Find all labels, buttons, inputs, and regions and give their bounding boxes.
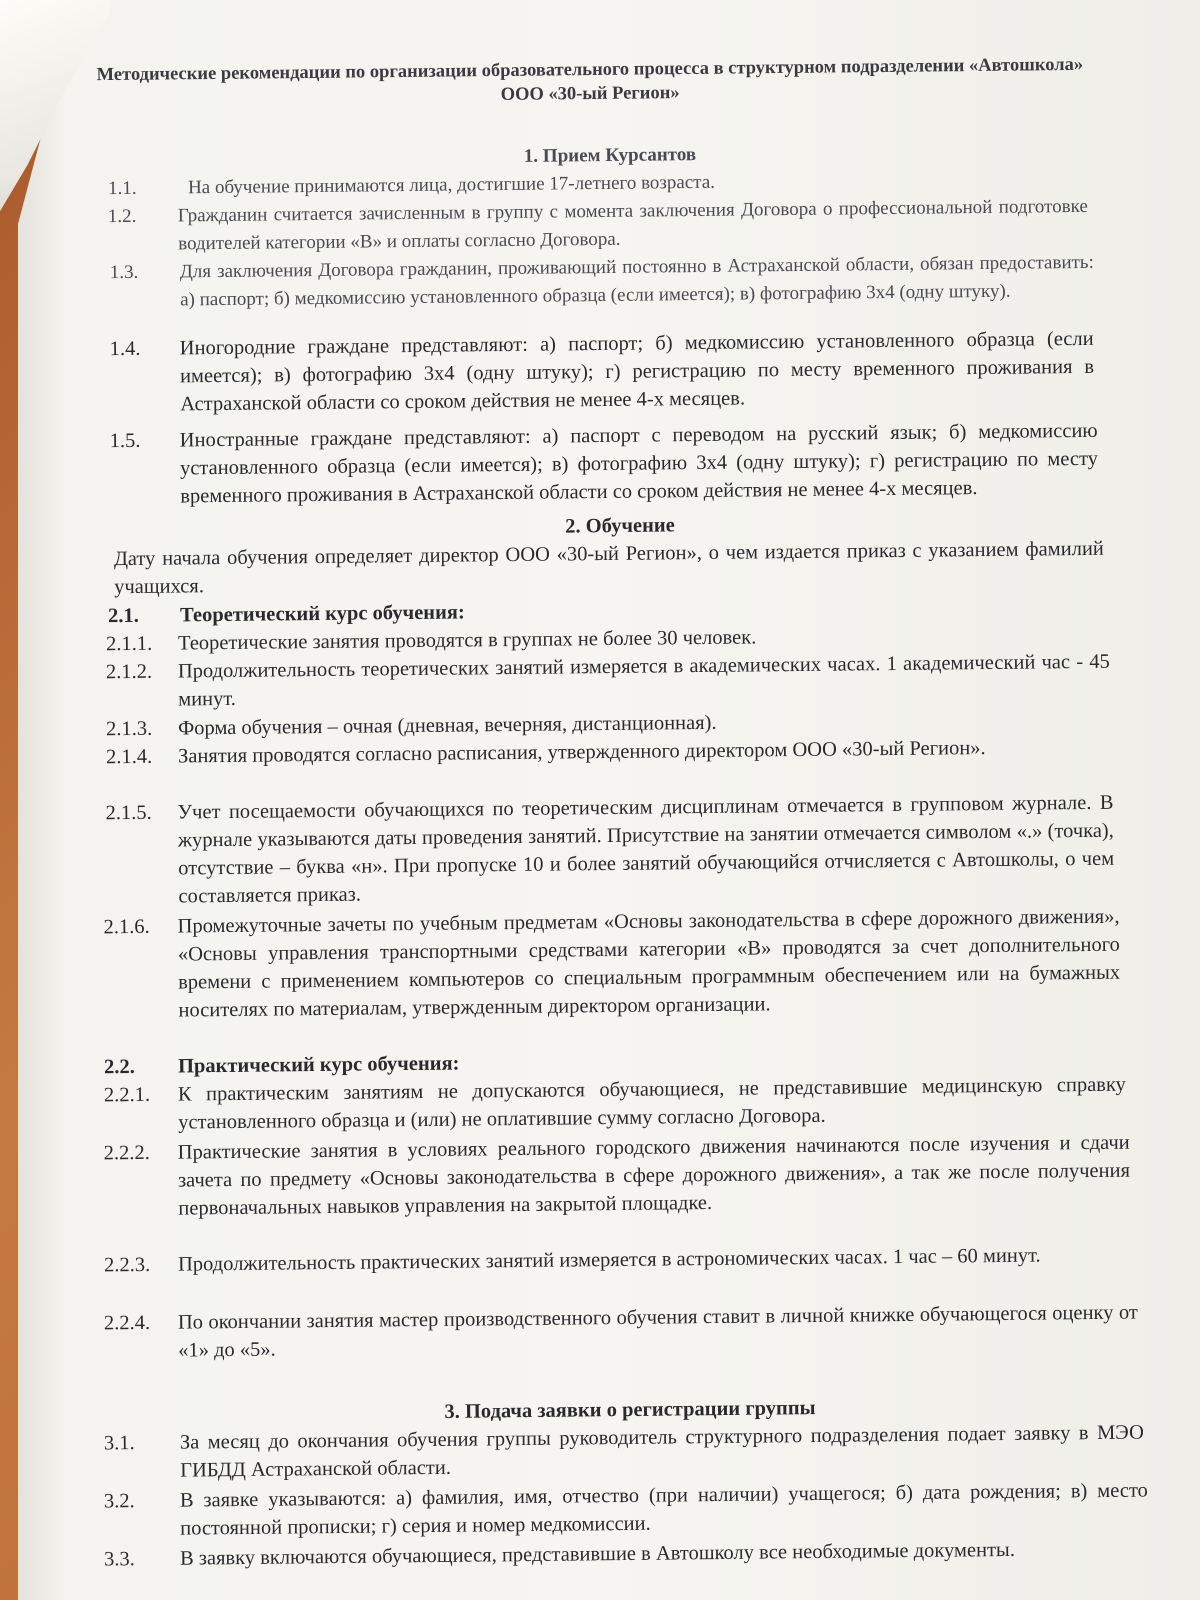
item-number: 1.3. — [109, 261, 139, 284]
item-number: 2.1.1. — [105, 632, 153, 656]
item-number: 2.1.2. — [105, 660, 153, 684]
item-number: 2.2.3. — [103, 1253, 151, 1277]
item-text: Учет посещаемости обучающихся по теоретическим дисциплинам отмечается в групповом журнале. В журнале указываются даты проведения занятий. Присутствие на занятии отмечается символом «.» (точка), отсутствие – буква «н». При пропуске 10 и более занятий обучающийся отчисляется с Автошколы, о чем составляется приказ. — [177, 791, 1115, 908]
section-1-heading: 1. Прием Курсантов — [523, 144, 697, 167]
item-number: 2.2.2. — [103, 1141, 150, 1165]
item-text: Иностранные граждане представляют: а) паспорт с переводом на русский язык; б) медкомиссию установленного образца (если имеется); в) фотографию 3х4 (одну штуку); г) регистрацию по месту временного проживания в Астраханской области со сроком действия не менее 4-х месяцев. — [179, 419, 1099, 508]
item-number: 2.1.5. — [105, 801, 152, 825]
list-item — [106, 648, 1111, 715]
subsection-title: Теоретический курс обучения: — [179, 601, 465, 627]
list-item — [104, 1477, 1149, 1544]
item-text: Практические занятия в условиях реального городского движения начинаются после изучения и сдачи зачета по предмету «Основы законодательства в сфере дорожного движения», а так же после получения первоначальных навыков управления на закрытой площадке. — [177, 1131, 1131, 1220]
list-item — [105, 789, 1114, 912]
list-item — [104, 1129, 1131, 1224]
item-text: Форма обучения – очная (дневная, вечерняя, дистанционная). — [177, 711, 717, 740]
section-2-heading: 2. Обучение — [565, 514, 675, 538]
item-text: На обучение принимаются лица, достигшие 17-летнего возраста. — [187, 171, 716, 199]
item-number: 3.3. — [103, 1548, 135, 1571]
item-number: 3.2. — [103, 1490, 135, 1513]
item-text: Промежуточные зачеты по учебным предметам «Основы законодательства в сфере дорожного движения», «Основы управления транспортными средствами категории «В» проводятся за счет дополнительного времени с применением компьютеров со специальным программным обеспечением или на бумажных носителях по материалам, утвержденным директором организации. — [177, 905, 1121, 1022]
list-item — [104, 1419, 1145, 1486]
document-title: Методические рекомендации по организации образовательного процесса в структурном подразделении «Автошкола» ООО «30-ый Регион» — [96, 54, 1084, 105]
subsection-title: Практический курс обучения: — [177, 1052, 460, 1078]
item-number: 1.5. — [109, 429, 141, 453]
item-text: Теоретические занятия проводятся в группах не более 30 человек. — [177, 626, 757, 655]
item-text: Продолжительность теоретических занятий измеряется в академических часах. 1 академический час - 45 минут. — [177, 650, 1110, 711]
item-number: 2.1.3. — [105, 717, 153, 741]
item-text: Для заключения Договора гражданин, проживающий постоянно в Астраханской области, обязан предоставить: а) паспорт; б) медкомиссию установленного образца (если имеется); в) фотографию 3х4 (одну штуку). — [179, 251, 1094, 311]
subsection-number: 2.2. — [103, 1055, 135, 1079]
item-text: Занятия проводятся согласно расписания, утвержденного директором ООО «30-ый Регион». — [177, 737, 986, 768]
list-item — [110, 417, 1099, 511]
item-number: 1.2. — [107, 205, 137, 228]
item-number: 3.1. — [103, 1432, 135, 1455]
section-3-heading: 3. Подача заявки о регистрации группы — [444, 1397, 816, 1423]
list-item — [110, 249, 1095, 315]
item-text: Гражданин считается зачисленным в группу с момента заключения Договора о профессиональной подготовке водителей категории «В» и оплаты согласно Договора. — [177, 195, 1088, 255]
item-text: По окончании занятия мастер производственного обучения ставит в личной книжке обучающегося оценку от «1» до «5». — [177, 1301, 1138, 1362]
list-item — [103, 903, 1120, 1026]
list-item — [104, 1241, 1134, 1280]
section-2-intro: Дату начала обучения определяет директор ООО «30-ый Регион», о чем издается приказ с указанием фамилий учащихся. — [113, 537, 1104, 599]
item-number: 2.1.4. — [105, 745, 153, 769]
list-item — [108, 193, 1089, 259]
item-number: 1.4. — [109, 337, 141, 361]
item-number: 2.2.4. — [103, 1311, 151, 1335]
item-text: В заявке указываются: а) фамилия, имя, отчество (при наличии) учащегося; б) дата рождения; в) место постоянной прописки; г) серия и номер медкомиссии. — [179, 1479, 1148, 1540]
item-number: 2.2.1. — [103, 1083, 151, 1107]
item-text: За месяц до окончания обучения группы руководитель структурного подразделения подает заявку в МЭО ГИБДД Астраханской области. — [179, 1421, 1144, 1482]
item-text: Продолжительность практических занятий измеряется в астрономических часах. 1 час – 60 минут. — [177, 1244, 1041, 1276]
item-text: Иногородние граждане представляют: а) паспорт; б) медкомиссию установленного образца (если имеется); в) фотографию 3х4 (одну штуку); г) регистрацию по месту временного проживания в Астраханской области со сроком действия не менее 4-х месяцев. — [179, 327, 1095, 416]
list-item — [110, 325, 1095, 419]
item-number: 1.1. — [107, 177, 137, 200]
item-text: В заявку включаются обучающиеся, представившие в Автошколу все необходимые документы. — [179, 1538, 1016, 1570]
item-number: 2.1.6. — [103, 915, 150, 939]
subsection-number: 2.1. — [107, 604, 139, 628]
list-item — [104, 1299, 1139, 1366]
list-item — [104, 1071, 1127, 1138]
item-text: К практическим занятиям не допускаются обучающиеся, не представившие медицинскую справку установленного образца и (или) не оплатившие сумму согласно Договора. — [177, 1073, 1126, 1134]
